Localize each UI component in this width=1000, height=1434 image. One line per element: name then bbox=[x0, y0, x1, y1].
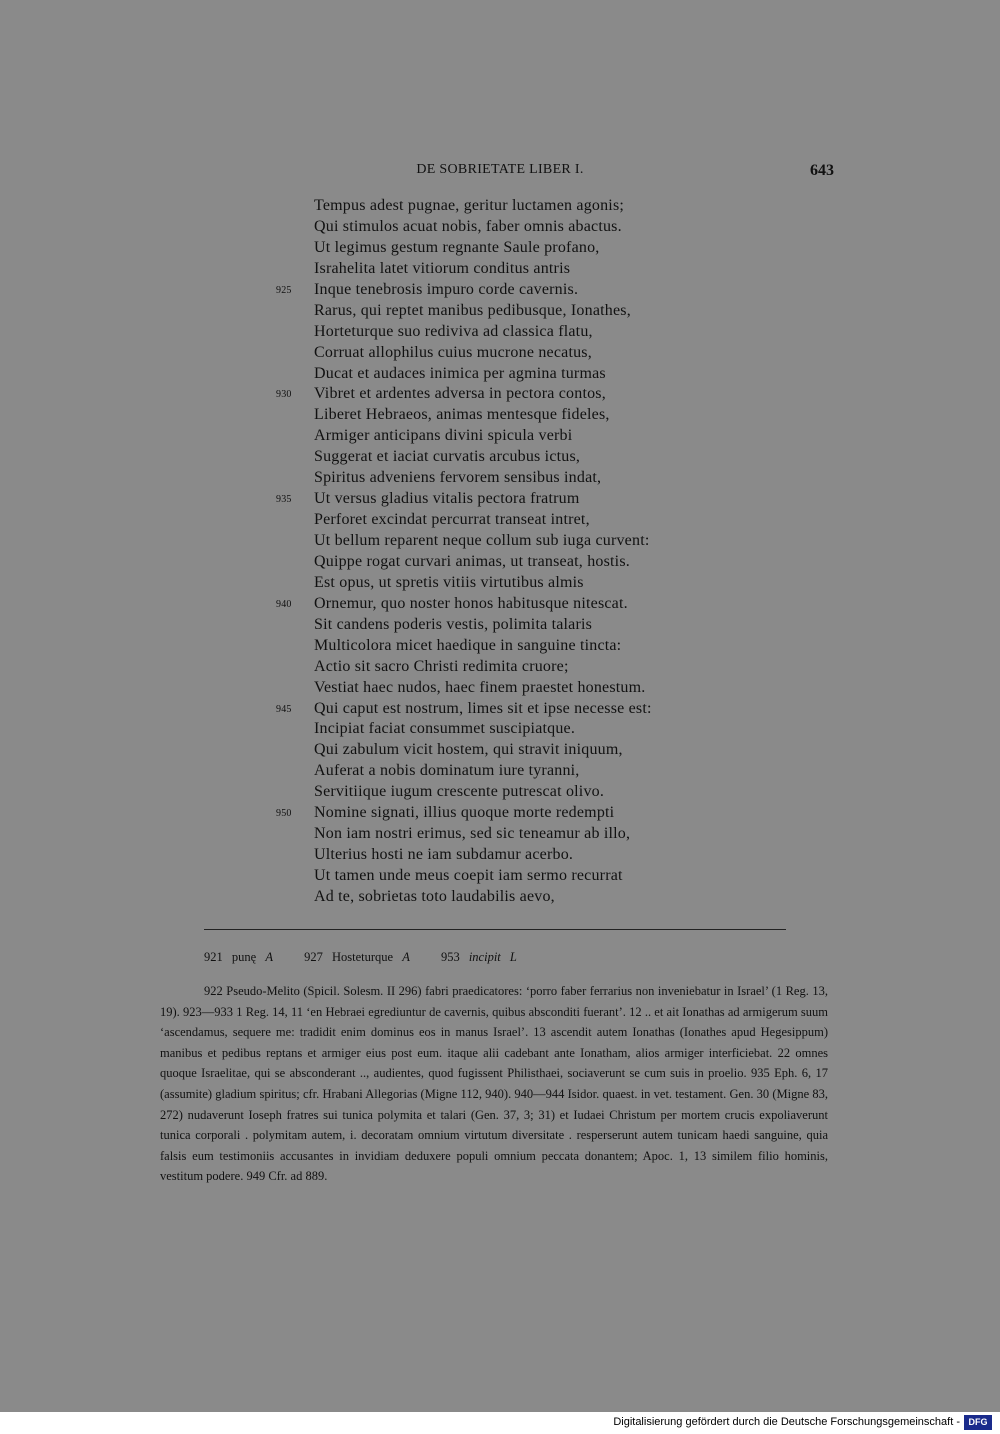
apparatus-entry bbox=[304, 950, 419, 964]
apparatus-siglum: L bbox=[509, 950, 517, 964]
line-number: 925 bbox=[276, 284, 292, 296]
verse-line bbox=[270, 531, 770, 552]
verse-line bbox=[270, 447, 770, 468]
verse-text: Liberet Hebraeos, animas mentesque fideles, bbox=[314, 406, 610, 424]
verse-line bbox=[270, 552, 770, 573]
verse-text: Ducat et audaces inimica per agmina turmas bbox=[314, 364, 606, 382]
verse-text: Qui stimulos acuat nobis, faber omnis abactus. bbox=[314, 217, 622, 235]
verse-text: Rarus, qui reptet manibus pedibusque, Ionathes, bbox=[314, 301, 631, 319]
verse-line bbox=[270, 196, 770, 217]
verse-line bbox=[270, 803, 770, 824]
verse-text: Multicolora micet haedique in sanguine tincta: bbox=[314, 636, 622, 654]
critical-apparatus bbox=[204, 950, 834, 965]
verse-text: Ut versus gladius vitalis pectora fratrum bbox=[314, 490, 580, 508]
line-number: 935 bbox=[276, 494, 292, 506]
verse-text: Ut legimus gestum regnante Saule profano, bbox=[314, 238, 600, 256]
apparatus-ref: 953 bbox=[440, 950, 460, 964]
line-number: 945 bbox=[276, 703, 292, 715]
footnote-rule bbox=[204, 929, 786, 930]
verse-line bbox=[270, 782, 770, 803]
verse-text: Auferat a nobis dominatum iure tyranni, bbox=[314, 762, 580, 780]
verse-text: Suggerat et iaciat curvatis arcubus ictus, bbox=[314, 448, 581, 466]
verse-text: Vibret et ardentes adversa in pectora contos, bbox=[314, 385, 606, 403]
verse-line bbox=[270, 761, 770, 782]
verse-text: Inque tenebrosis impuro corde cavernis. bbox=[314, 280, 579, 298]
verse-line bbox=[270, 615, 770, 636]
verse-text: Est opus, ut spretis vitiis virtutibus almis bbox=[314, 573, 584, 591]
verse-line bbox=[270, 699, 770, 720]
verse-text: Qui zabulum vicit hostem, qui stravit iniquum, bbox=[314, 741, 623, 759]
verse-line bbox=[270, 594, 770, 615]
verse-line bbox=[270, 384, 770, 405]
dfg-logo-icon: DFG bbox=[964, 1415, 992, 1430]
verse-line bbox=[270, 573, 770, 594]
source-commentary bbox=[160, 981, 828, 1187]
verse-text: Nomine signati, illius quoque morte redempti bbox=[314, 804, 615, 822]
verse-line bbox=[270, 510, 770, 531]
verse-text: Perforet excindat percurrat transeat intret, bbox=[314, 511, 590, 529]
verse-text: Corruat allophilus cuius mucrone necatus, bbox=[314, 343, 592, 361]
verse-line bbox=[270, 719, 770, 740]
verse-line bbox=[270, 364, 770, 385]
verse-text: Israhelita latet vitiorum conditus antris bbox=[314, 259, 571, 277]
verse-text: Ad te, sobrietas toto laudabilis aevo, bbox=[314, 887, 555, 905]
verse-text: Incipiat faciat consummet suscipiatque. bbox=[314, 720, 576, 738]
verse-text: Ut tamen unde meus coepit iam sermo recurrat bbox=[314, 867, 623, 884]
apparatus-siglum: A bbox=[402, 950, 410, 964]
verse-line bbox=[270, 678, 770, 699]
verse-line bbox=[270, 866, 770, 887]
verse-line bbox=[270, 657, 770, 678]
verse-text: Spiritus adveniens fervorem sensibus indat, bbox=[314, 469, 602, 487]
apparatus-entry bbox=[441, 950, 517, 964]
verse-line bbox=[270, 343, 770, 364]
verse-line bbox=[270, 280, 770, 301]
verse-text: Ulterius hosti ne iam subdamur acerbo. bbox=[314, 846, 574, 864]
verse-line bbox=[270, 824, 770, 845]
verse-line bbox=[270, 468, 770, 489]
verse-text: Qui caput est nostrum, limes sit et ipse necesse est: bbox=[314, 699, 652, 717]
verse-line bbox=[270, 217, 770, 238]
funding-note: Digitalisierung gefördert durch die Deutsche Forschungsgemeinschaft - bbox=[613, 1416, 960, 1428]
footer-bar bbox=[0, 1412, 1000, 1434]
poem-text bbox=[270, 196, 770, 908]
verse-line bbox=[270, 887, 770, 908]
apparatus-siglum: A bbox=[265, 950, 273, 964]
apparatus-ref: 921 bbox=[204, 950, 223, 964]
verse-text: Ut bellum reparent neque collum sub iuga curvent: bbox=[314, 532, 650, 549]
line-number: 950 bbox=[276, 808, 292, 820]
apparatus-ref: 927 bbox=[304, 950, 323, 964]
apparatus-entry bbox=[204, 950, 282, 964]
verse-text: Sit candens poderis vestis, polimita talaris bbox=[314, 615, 593, 633]
page-number: 643 bbox=[810, 162, 834, 179]
verse-text: Horteturque suo rediviva ad classica flatu, bbox=[314, 322, 593, 340]
verse-text: Ornemur, quo noster honos habitusque nitescat. bbox=[314, 594, 628, 612]
apparatus-reading: punę bbox=[231, 950, 257, 964]
verse-line bbox=[270, 489, 770, 510]
commentary-paragraph: 922 Pseudo-Melito (Spicil. Solesm. II 296) fabri praedicatores: ‘porro faber ferrarius non inveniebatur in Israel’ (1 Reg. 13, 19). 923—933 1 Reg. 14, 11 ‘en Hebraei egrediuntur de cavernis, quibus absconditi fuerant’. 12 .. et ait Ionathas ad armigerum suum ‘ascendamus, sequere me: tradidit enim dominus eos in manus Israel’. 13 ascendit autem Ionathas (Ionathes apud Hegesippum) manibus et pedibus reptans et armiger eius post eum. itaque alii cadebant ante Ionatham, alios armiger interficiebat. 22 omnes quoque Israelitae, qui se absconderant .., audientes, quod fugissent Philisthaei, sociaverunt se cum suis in proelio. 935 Eph. 6, 17 (assumite) gladium spiritus; cfr. Hrabani Allegorias (Migne 112, 940). 940—944 Isidor. quaest. in vet. testament. Gen. 30 (Migne 83, 272) nudaverunt Ioseph fratres sui tunica polymita et talari (Gen. 37, 3; 31) et Iudaei Christum per mortem crucis expoliaverunt tunica corporali . polymitam autem, i. decoratam omnium virtutum diversitate . resperserunt autem tunicam haedi sanguine, quia falsis eum testimoniis accusantes in invidiam deduxere populi omnium peccata donantem; Apoc. 1, 13 similem filio hominis, vestitum podere. 949 Cfr. ad 889. bbox=[160, 984, 828, 1184]
verse-line bbox=[270, 301, 770, 322]
verse-text: Tempus adest pugnae, geritur luctamen agonis; bbox=[314, 197, 625, 214]
running-head bbox=[160, 160, 840, 184]
verse-line bbox=[270, 636, 770, 657]
verse-text: Servitiique iugum crescente putrescat olivo. bbox=[314, 783, 605, 801]
verse-line bbox=[270, 845, 770, 866]
verse-line bbox=[270, 259, 770, 280]
verse-text: Actio sit sacro Christi redimita cruore; bbox=[314, 657, 569, 675]
verse-line bbox=[270, 405, 770, 426]
line-number: 930 bbox=[276, 389, 292, 401]
verse-text: Armiger anticipans divini spicula verbi bbox=[314, 427, 573, 445]
running-title: DE SOBRIETATE LIBER I. bbox=[416, 162, 584, 177]
verse-text: Non iam nostri erimus, sed sic teneamur ab illo, bbox=[314, 825, 631, 843]
verse-line bbox=[270, 238, 770, 259]
verse-line bbox=[270, 740, 770, 761]
apparatus-reading: Hosteturque bbox=[331, 950, 394, 964]
verse-line bbox=[270, 426, 770, 447]
apparatus-reading: incipit bbox=[468, 950, 501, 964]
line-number: 940 bbox=[276, 598, 292, 610]
verse-line bbox=[270, 322, 770, 343]
verse-text: Quippe rogat curvari animas, ut transeat, hostis. bbox=[314, 552, 630, 570]
verse-text: Vestiat haec nudos, haec finem praestet honestum. bbox=[314, 678, 646, 696]
